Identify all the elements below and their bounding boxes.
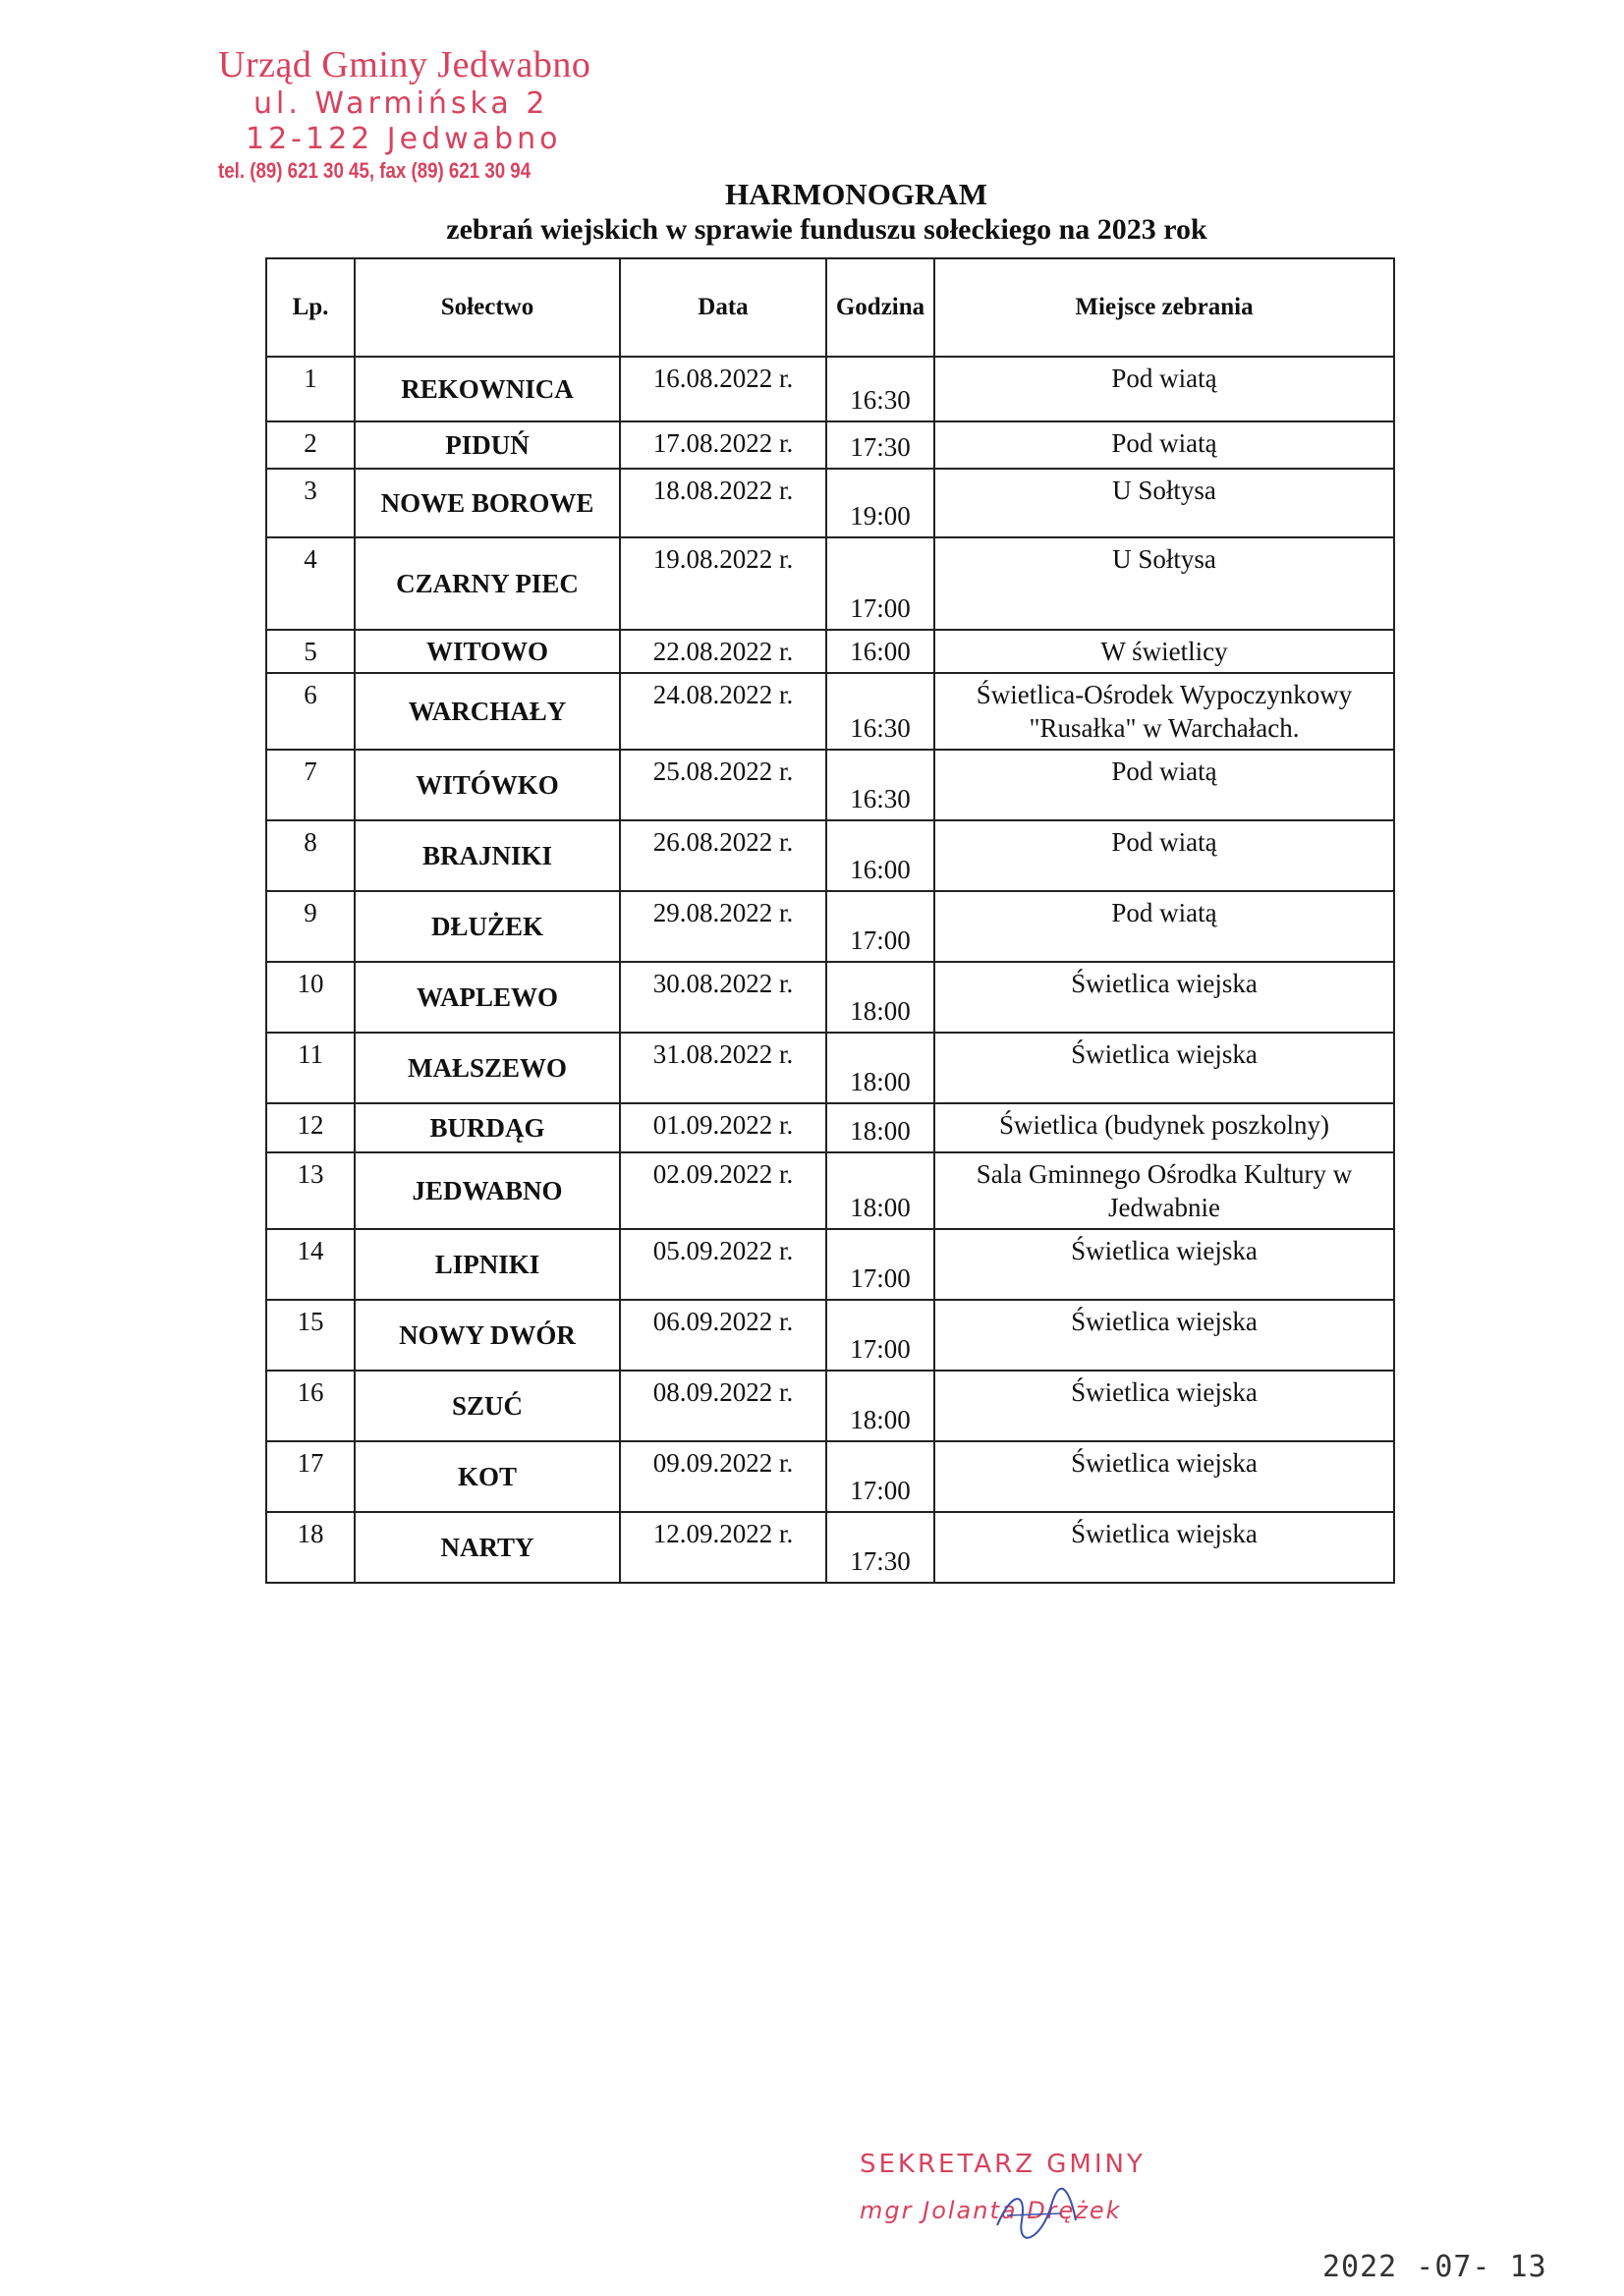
table-row bbox=[266, 1152, 1394, 1229]
table-row bbox=[266, 1512, 1394, 1583]
row-lp: 5 bbox=[266, 630, 355, 673]
row-date: 26.08.2022 r. bbox=[620, 820, 826, 891]
row-date: 12.09.2022 r. bbox=[620, 1512, 826, 1583]
row-lp: 9 bbox=[266, 891, 355, 962]
row-date: 16.08.2022 r. bbox=[620, 357, 826, 421]
table-row bbox=[266, 1033, 1394, 1103]
row-solectwo: WAPLEWO bbox=[355, 962, 620, 1033]
row-date: 05.09.2022 r. bbox=[620, 1229, 826, 1300]
row-place: Świetlica wiejska bbox=[934, 1229, 1394, 1300]
header-data: Data bbox=[620, 258, 826, 357]
row-solectwo: PIDUŃ bbox=[355, 421, 620, 469]
document-subtitle: zebrań wiejskich w sprawie funduszu sołeckiego na 2023 rok bbox=[446, 213, 1207, 246]
row-date: 30.08.2022 r. bbox=[620, 962, 826, 1033]
stamp-phone: tel. (89) 621 30 45, fax (89) 621 30 94 bbox=[218, 158, 532, 183]
row-place: Sala Gminnego Ośrodka Kultury w Jedwabnie bbox=[934, 1152, 1394, 1229]
row-lp: 3 bbox=[266, 469, 355, 537]
row-date: 22.08.2022 r. bbox=[620, 630, 826, 673]
table-row bbox=[266, 1300, 1394, 1371]
row-solectwo: KOT bbox=[355, 1441, 620, 1512]
document-title: HARMONOGRAM bbox=[725, 177, 987, 211]
table-row bbox=[266, 537, 1394, 630]
table-row bbox=[266, 1441, 1394, 1512]
row-place: Pod wiatą bbox=[934, 750, 1394, 820]
table-row bbox=[266, 820, 1394, 891]
row-place: W świetlicy bbox=[934, 630, 1394, 673]
row-solectwo: WITÓWKO bbox=[355, 750, 620, 820]
row-lp: 13 bbox=[266, 1152, 355, 1229]
table-row bbox=[266, 962, 1394, 1033]
row-date: 31.08.2022 r. bbox=[620, 1033, 826, 1103]
row-hour: 17:00 bbox=[826, 1229, 934, 1300]
row-hour: 18:00 bbox=[826, 1103, 934, 1152]
row-place: Pod wiatą bbox=[934, 820, 1394, 891]
row-hour: 18:00 bbox=[826, 962, 934, 1033]
table-row bbox=[266, 750, 1394, 820]
row-place: U Sołtysa bbox=[934, 537, 1394, 630]
row-lp: 18 bbox=[266, 1512, 355, 1583]
row-date: 29.08.2022 r. bbox=[620, 891, 826, 962]
stamp-postcode: 12-122 Jedwabno bbox=[246, 122, 562, 156]
row-place: Świetlica wiejska bbox=[934, 962, 1394, 1033]
row-hour: 16:30 bbox=[826, 673, 934, 750]
row-solectwo: SZUĆ bbox=[355, 1371, 620, 1441]
row-hour: 17:30 bbox=[826, 1512, 934, 1583]
row-solectwo: JEDWABNO bbox=[355, 1152, 620, 1229]
row-lp: 16 bbox=[266, 1371, 355, 1441]
row-place: Świetlica wiejska bbox=[934, 1512, 1394, 1583]
handwritten-signature bbox=[992, 2186, 1081, 2245]
row-date: 18.08.2022 r. bbox=[620, 469, 826, 537]
row-place: Świetlica-Ośrodek Wypoczynkowy "Rusałka" w Warchałach. bbox=[934, 673, 1394, 750]
row-lp: 2 bbox=[266, 421, 355, 469]
row-lp: 4 bbox=[266, 537, 355, 630]
table-row bbox=[266, 421, 1394, 469]
table-row bbox=[266, 1229, 1394, 1300]
row-lp: 7 bbox=[266, 750, 355, 820]
table-row bbox=[266, 469, 1394, 537]
row-lp: 8 bbox=[266, 820, 355, 891]
schedule-table bbox=[265, 257, 1395, 1584]
table-row bbox=[266, 891, 1394, 962]
row-place: Pod wiatą bbox=[934, 357, 1394, 421]
row-hour: 17:30 bbox=[826, 421, 934, 469]
row-hour: 17:00 bbox=[826, 537, 934, 630]
row-hour: 16:30 bbox=[826, 357, 934, 421]
row-date: 08.09.2022 r. bbox=[620, 1371, 826, 1441]
row-place: Pod wiatą bbox=[934, 891, 1394, 962]
table-row bbox=[266, 357, 1394, 421]
row-hour: 18:00 bbox=[826, 1152, 934, 1229]
row-hour: 19:00 bbox=[826, 469, 934, 537]
row-solectwo: NOWY DWÓR bbox=[355, 1300, 620, 1371]
office-stamp bbox=[218, 43, 590, 185]
row-date: 19.08.2022 r. bbox=[620, 537, 826, 630]
table-row bbox=[266, 1371, 1394, 1441]
header-lp: Lp. bbox=[266, 258, 355, 357]
row-date: 09.09.2022 r. bbox=[620, 1441, 826, 1512]
table-header-row bbox=[266, 258, 1394, 357]
table-row bbox=[266, 630, 1394, 673]
stamp-street: ul. Warmińska 2 bbox=[253, 86, 549, 121]
stamp-office-name: Urząd Gminy Jedwabno bbox=[218, 44, 591, 85]
row-place: Pod wiatą bbox=[934, 421, 1394, 469]
row-hour: 16:00 bbox=[826, 630, 934, 673]
row-lp: 11 bbox=[266, 1033, 355, 1103]
header-miejsce: Miejsce zebrania bbox=[934, 258, 1394, 357]
row-date: 25.08.2022 r. bbox=[620, 750, 826, 820]
row-lp: 6 bbox=[266, 673, 355, 750]
row-solectwo: WARCHAŁY bbox=[355, 673, 620, 750]
row-hour: 18:00 bbox=[826, 1033, 934, 1103]
row-place: Świetlica wiejska bbox=[934, 1033, 1394, 1103]
row-date: 06.09.2022 r. bbox=[620, 1300, 826, 1371]
row-solectwo: BRAJNIKI bbox=[355, 820, 620, 891]
row-solectwo: CZARNY PIEC bbox=[355, 537, 620, 630]
row-solectwo: MAŁSZEWO bbox=[355, 1033, 620, 1103]
row-date: 17.08.2022 r. bbox=[620, 421, 826, 469]
row-hour: 17:00 bbox=[826, 1300, 934, 1371]
header-solectwo: Sołectwo bbox=[355, 258, 620, 357]
row-solectwo: NOWE BOROWE bbox=[355, 469, 620, 537]
row-solectwo: NARTY bbox=[355, 1512, 620, 1583]
row-place: Świetlica wiejska bbox=[934, 1441, 1394, 1512]
row-place: Świetlica wiejska bbox=[934, 1371, 1394, 1441]
row-solectwo: BURDĄG bbox=[355, 1103, 620, 1152]
row-solectwo: WITOWO bbox=[355, 630, 620, 673]
row-solectwo: LIPNIKI bbox=[355, 1229, 620, 1300]
row-solectwo: DŁUŻEK bbox=[355, 891, 620, 962]
row-lp: 17 bbox=[266, 1441, 355, 1512]
row-hour: 16:30 bbox=[826, 750, 934, 820]
row-place: Świetlica (budynek poszkolny) bbox=[934, 1103, 1394, 1152]
row-lp: 14 bbox=[266, 1229, 355, 1300]
row-place: U Sołtysa bbox=[934, 469, 1394, 537]
row-solectwo: REKOWNICA bbox=[355, 357, 620, 421]
row-hour: 17:00 bbox=[826, 891, 934, 962]
date-stamp: 2022 -07- 13 bbox=[1322, 2250, 1547, 2284]
row-lp: 15 bbox=[266, 1300, 355, 1371]
row-hour: 18:00 bbox=[826, 1371, 934, 1441]
signature-name: mgr Jolanta Drężek bbox=[860, 2197, 1122, 2224]
row-hour: 17:00 bbox=[826, 1441, 934, 1512]
header-godzina: Godzina bbox=[826, 258, 934, 357]
row-lp: 10 bbox=[266, 962, 355, 1033]
row-place: Świetlica wiejska bbox=[934, 1300, 1394, 1371]
row-lp: 12 bbox=[266, 1103, 355, 1152]
row-hour: 16:00 bbox=[826, 820, 934, 891]
row-lp: 1 bbox=[266, 357, 355, 421]
signature-title: SEKRETARZ GMINY bbox=[860, 2150, 1146, 2179]
row-date: 02.09.2022 r. bbox=[620, 1152, 826, 1229]
table-row bbox=[266, 673, 1394, 750]
table-row bbox=[266, 1103, 1394, 1152]
table-body bbox=[266, 357, 1394, 1583]
row-date: 01.09.2022 r. bbox=[620, 1103, 826, 1152]
row-date: 24.08.2022 r. bbox=[620, 673, 826, 750]
